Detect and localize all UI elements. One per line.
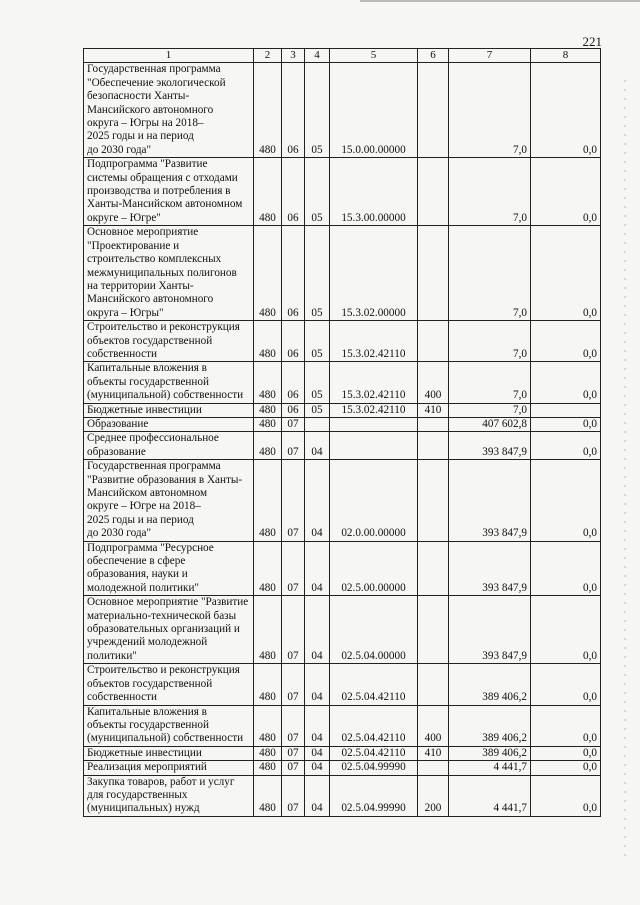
cell-amount-extra: 0,0 xyxy=(531,596,601,664)
header-cell: 5 xyxy=(330,49,418,63)
cell-subsection-code: 05 xyxy=(305,403,330,417)
header-cell: 3 xyxy=(282,49,305,63)
cell-amount: 389 406,2 xyxy=(449,664,531,705)
cell-target-article xyxy=(330,417,418,431)
cell-section-code: 07 xyxy=(282,705,305,746)
cell-ministry-code: 480 xyxy=(254,403,282,417)
cell-target-article: 02.5.04.99990 xyxy=(330,761,418,775)
row-name: Строительство и реконструкция объектов государственной собственности xyxy=(84,664,254,705)
table-row xyxy=(84,417,601,431)
cell-section-code: 06 xyxy=(282,403,305,417)
cell-amount-extra: 0,0 xyxy=(531,321,601,362)
header-cell: 8 xyxy=(531,49,601,63)
row-name: Реализация мероприятий xyxy=(84,761,254,775)
table-row xyxy=(84,432,601,460)
cell-subsection-code: 05 xyxy=(305,362,330,403)
cell-expense-type: 400 xyxy=(418,705,449,746)
cell-target-article: 02.5.00.00000 xyxy=(330,541,418,596)
table-header-row xyxy=(84,49,601,63)
cell-subsection-code: 04 xyxy=(305,746,330,760)
header-cell: 7 xyxy=(449,49,531,63)
table-row xyxy=(84,158,601,226)
cell-amount: 4 441,7 xyxy=(449,761,531,775)
cell-subsection-code: 04 xyxy=(305,596,330,664)
cell-target-article: 15.3.02.00000 xyxy=(330,226,418,321)
cell-section-code: 06 xyxy=(282,158,305,226)
cell-section-code: 07 xyxy=(282,746,305,760)
cell-subsection-code: 04 xyxy=(305,432,330,460)
row-name: Строительство и реконструкция объектов государственной собственности xyxy=(84,321,254,362)
cell-amount: 7,0 xyxy=(449,403,531,417)
cell-expense-type xyxy=(418,460,449,541)
table-row xyxy=(84,746,601,760)
cell-amount-extra: 0,0 xyxy=(531,664,601,705)
cell-ministry-code: 480 xyxy=(254,226,282,321)
cell-expense-type xyxy=(418,541,449,596)
cell-section-code: 07 xyxy=(282,596,305,664)
row-name: Закупка товаров, работ и услуг для государственных (муниципальных) нужд xyxy=(84,775,254,816)
cell-ministry-code: 480 xyxy=(254,746,282,760)
cell-ministry-code: 480 xyxy=(254,417,282,431)
header-cell: 6 xyxy=(418,49,449,63)
cell-amount: 7,0 xyxy=(449,321,531,362)
cell-section-code: 07 xyxy=(282,417,305,431)
header-cell: 1 xyxy=(84,49,254,63)
cell-target-article: 15.3.00.00000 xyxy=(330,158,418,226)
cell-expense-type: 410 xyxy=(418,403,449,417)
cell-target-article: 15.3.02.42110 xyxy=(330,321,418,362)
cell-section-code: 07 xyxy=(282,541,305,596)
cell-ministry-code: 480 xyxy=(254,362,282,403)
cell-ministry-code: 480 xyxy=(254,63,282,158)
cell-amount: 7,0 xyxy=(449,63,531,158)
cell-amount: 393 847,9 xyxy=(449,596,531,664)
cell-expense-type xyxy=(418,63,449,158)
row-name: Подпрограмма "Развитие системы обращения с отходами производства и потребления в Ханты-Мансийском автономном округе – Югре" xyxy=(84,158,254,226)
cell-section-code: 06 xyxy=(282,226,305,321)
cell-amount: 389 406,2 xyxy=(449,705,531,746)
cell-ministry-code: 480 xyxy=(254,432,282,460)
cell-target-article: 15.3.02.42110 xyxy=(330,362,418,403)
row-name: Основное мероприятие "Развитие материально-технической базы образовательных организаций и учреждений молодежной политики" xyxy=(84,596,254,664)
cell-target-article xyxy=(330,432,418,460)
cell-amount-extra xyxy=(531,403,601,417)
cell-amount: 389 406,2 xyxy=(449,746,531,760)
cell-amount-extra: 0,0 xyxy=(531,705,601,746)
cell-section-code: 07 xyxy=(282,761,305,775)
cell-expense-type: 400 xyxy=(418,362,449,403)
table-row xyxy=(84,775,601,816)
cell-amount-extra: 0,0 xyxy=(531,775,601,816)
cell-ministry-code: 480 xyxy=(254,775,282,816)
table-row xyxy=(84,226,601,321)
cell-subsection-code: 04 xyxy=(305,541,330,596)
cell-ministry-code: 480 xyxy=(254,321,282,362)
cell-ministry-code: 480 xyxy=(254,664,282,705)
table-row xyxy=(84,321,601,362)
cell-expense-type xyxy=(418,417,449,431)
cell-expense-type xyxy=(418,664,449,705)
cell-amount-extra: 0,0 xyxy=(531,226,601,321)
cell-amount-extra: 0,0 xyxy=(531,541,601,596)
cell-section-code: 06 xyxy=(282,321,305,362)
row-name: Основное мероприятие "Проектирование и строительство комплексных межмуниципальных полигонов на территории Ханты- Мансийского автономного округа – Югры" xyxy=(84,226,254,321)
table-row xyxy=(84,541,601,596)
cell-amount: 7,0 xyxy=(449,158,531,226)
cell-subsection-code: 04 xyxy=(305,705,330,746)
cell-amount-extra: 0,0 xyxy=(531,432,601,460)
cell-target-article: 02.5.04.00000 xyxy=(330,596,418,664)
table-row xyxy=(84,761,601,775)
cell-section-code: 07 xyxy=(282,664,305,705)
cell-expense-type xyxy=(418,596,449,664)
cell-target-article: 15.3.02.42110 xyxy=(330,403,418,417)
cell-subsection-code: 05 xyxy=(305,321,330,362)
cell-section-code: 07 xyxy=(282,432,305,460)
cell-amount: 393 847,9 xyxy=(449,460,531,541)
row-name: Образование xyxy=(84,417,254,431)
cell-expense-type: 410 xyxy=(418,746,449,760)
cell-section-code: 06 xyxy=(282,63,305,158)
cell-expense-type xyxy=(418,432,449,460)
cell-target-article: 02.0.00.00000 xyxy=(330,460,418,541)
cell-subsection-code: 04 xyxy=(305,761,330,775)
cell-ministry-code: 480 xyxy=(254,460,282,541)
cell-subsection-code: 05 xyxy=(305,226,330,321)
cell-amount-extra: 0,0 xyxy=(531,362,601,403)
cell-expense-type xyxy=(418,226,449,321)
cell-amount: 407 602,8 xyxy=(449,417,531,431)
scan-edge-artifact xyxy=(624,80,626,860)
cell-section-code: 07 xyxy=(282,775,305,816)
cell-expense-type xyxy=(418,321,449,362)
cell-expense-type xyxy=(418,158,449,226)
cell-target-article: 02.5.04.42110 xyxy=(330,664,418,705)
cell-amount: 7,0 xyxy=(449,226,531,321)
cell-ministry-code: 480 xyxy=(254,596,282,664)
cell-section-code: 07 xyxy=(282,460,305,541)
row-name: Государственная программа "Обеспечение экологической безопасности Ханты- Мансийского автономного округа – Югры на 2018– 2025 годы и на период до 2030 года" xyxy=(84,63,254,158)
row-name: Бюджетные инвестиции xyxy=(84,403,254,417)
cell-expense-type: 200 xyxy=(418,775,449,816)
cell-subsection-code: 04 xyxy=(305,775,330,816)
page-number: 221 xyxy=(582,34,602,49)
row-name: Бюджетные инвестиции xyxy=(84,746,254,760)
cell-amount: 393 847,9 xyxy=(449,541,531,596)
cell-ministry-code: 480 xyxy=(254,705,282,746)
cell-amount: 4 441,7 xyxy=(449,775,531,816)
cell-section-code: 06 xyxy=(282,362,305,403)
header-cell: 2 xyxy=(254,49,282,63)
cell-ministry-code: 480 xyxy=(254,541,282,596)
cell-amount-extra: 0,0 xyxy=(531,761,601,775)
row-name: Среднее профессиональное образование xyxy=(84,432,254,460)
cell-amount-extra: 0,0 xyxy=(531,746,601,760)
cell-subsection-code: 04 xyxy=(305,460,330,541)
cell-ministry-code: 480 xyxy=(254,158,282,226)
cell-target-article: 02.5.04.99990 xyxy=(330,775,418,816)
table-row xyxy=(84,362,601,403)
table-row xyxy=(84,705,601,746)
cell-target-article: 02.5.04.42110 xyxy=(330,746,418,760)
cell-ministry-code: 480 xyxy=(254,761,282,775)
table-row xyxy=(84,403,601,417)
cell-amount-extra: 0,0 xyxy=(531,158,601,226)
cell-subsection-code: 04 xyxy=(305,664,330,705)
cell-amount: 393 847,9 xyxy=(449,432,531,460)
cell-amount-extra: 0,0 xyxy=(531,460,601,541)
table-row xyxy=(84,63,601,158)
table-row xyxy=(84,460,601,541)
cell-target-article: 02.5.04.42110 xyxy=(330,705,418,746)
cell-target-article: 15.0.00.00000 xyxy=(330,63,418,158)
row-name: Капитальные вложения в объекты государственной (муниципальной) собственности xyxy=(84,705,254,746)
table-row xyxy=(84,664,601,705)
cell-amount: 7,0 xyxy=(449,362,531,403)
budget-table xyxy=(83,48,601,817)
row-name: Подпрограмма "Ресурсное обеспечение в сфере образования, науки и молодежной политики" xyxy=(84,541,254,596)
header-cell: 4 xyxy=(305,49,330,63)
scan-top-edge xyxy=(360,0,640,2)
cell-subsection-code: 05 xyxy=(305,158,330,226)
cell-amount-extra: 0,0 xyxy=(531,63,601,158)
cell-subsection-code: 05 xyxy=(305,63,330,158)
row-name: Капитальные вложения в объекты государственной (муниципальной) собственности xyxy=(84,362,254,403)
cell-subsection-code xyxy=(305,417,330,431)
cell-expense-type xyxy=(418,761,449,775)
row-name: Государственная программа "Развитие образования в Ханты- Мансийском автономном округе – Югре на 2018– 2025 годы и на период до 2030 года" xyxy=(84,460,254,541)
table-row xyxy=(84,596,601,664)
cell-amount-extra: 0,0 xyxy=(531,417,601,431)
